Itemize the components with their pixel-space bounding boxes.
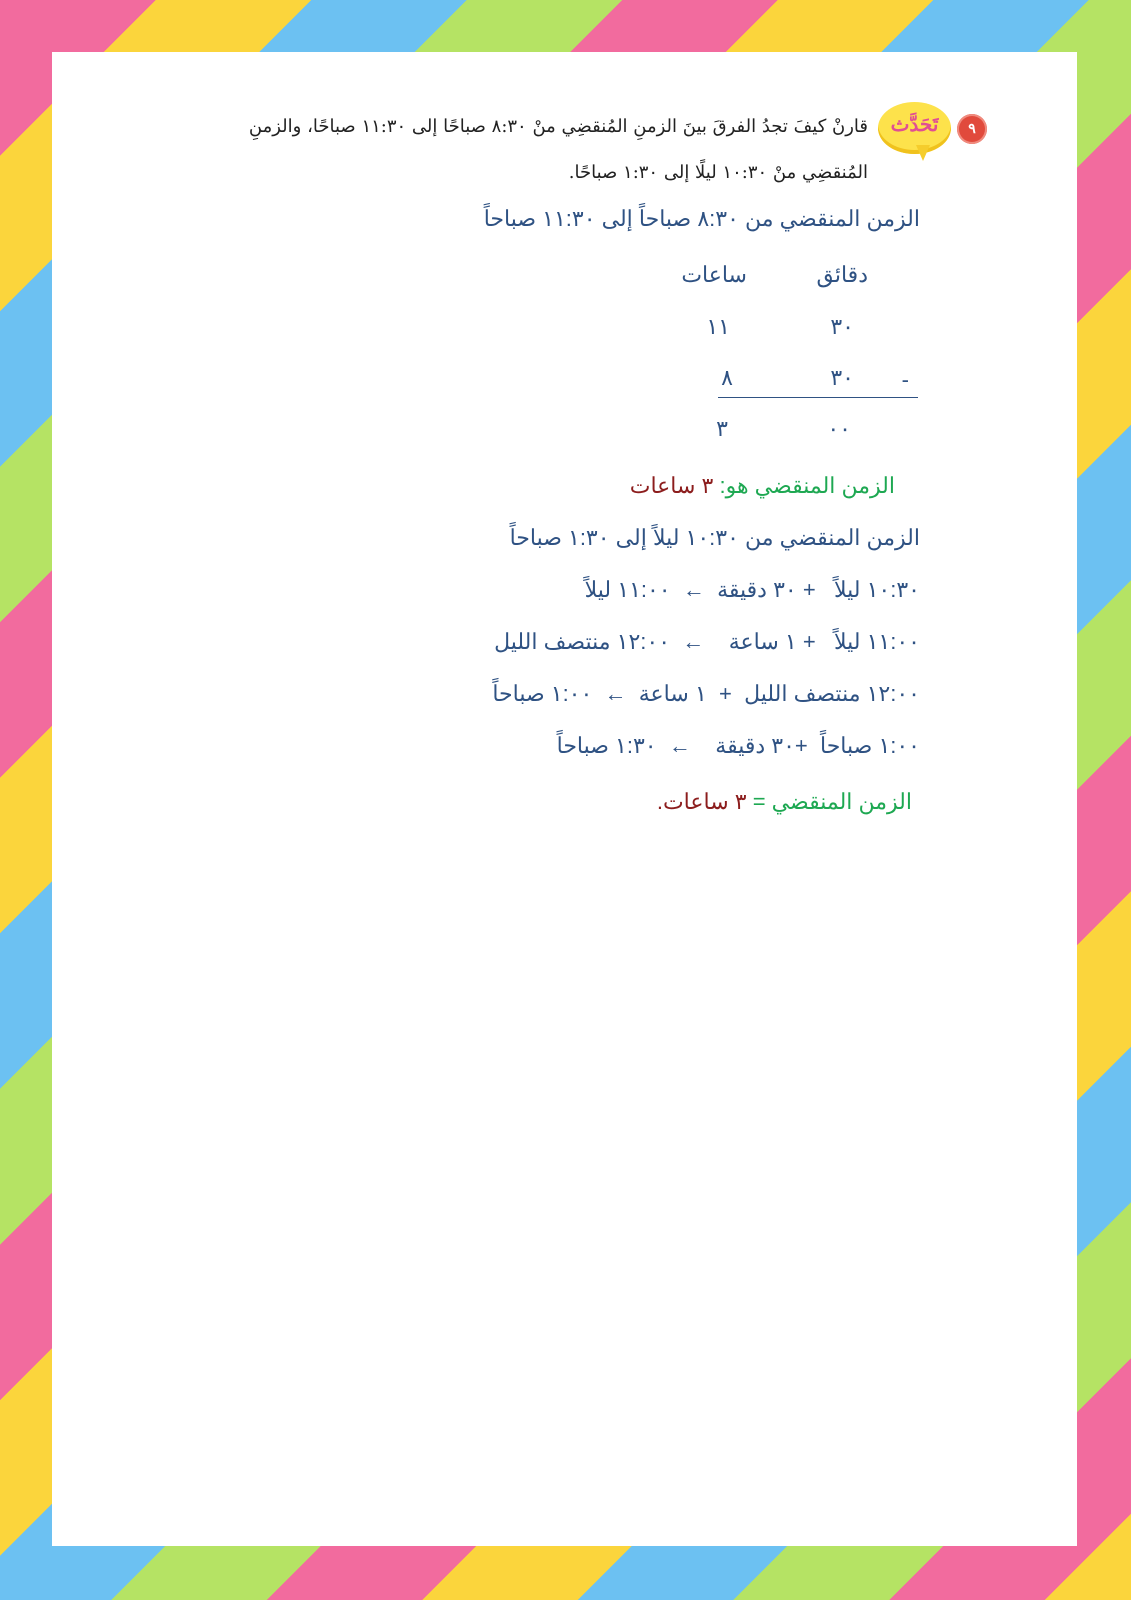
row2-minutes: ٣٠ (830, 365, 854, 390)
part2-result-value: ٣ ساعات. (656, 789, 747, 814)
row1-hours: ١١ (706, 314, 730, 339)
result-hours: ٣ (716, 416, 728, 441)
step-2: ١١:٠٠ ليلاً + ١ ساعة ← ١٢:٠٠ منتصف الليل (494, 629, 920, 654)
row2-hours: ٨ (721, 365, 733, 390)
part1-result-value: ٣ ساعات (629, 473, 714, 498)
subtraction-line (718, 397, 918, 398)
step-3: ١٢:٠٠ منتصف الليل + ١ ساعة ← ١:٠٠ صباحاً (492, 681, 920, 706)
col-hours-header: ساعات (681, 262, 747, 287)
step-1: ١٠:٣٠ ليلاً + ٣٠ دقيقة ← ١١:٠٠ ليلاً (584, 577, 920, 602)
question-text: قارنْ كيفَ تجدُ الفرقَ بينَ الزمنِ المُنقضِي منْ ٨:٣٠ صباحًا إلى ١١:٣٠ صباحًا، والزمنِ المُنقضِي منْ ١٠:٣٠ ليلًا إلى ١:٣٠ صباحًا. (248, 116, 868, 183)
part2-heading: الزمن المنقضي من ١٠:٣٠ ليلاً إلى ١:٣٠ صباحاً (509, 525, 920, 550)
page-frame (52, 52, 1077, 1546)
part1-heading: الزمن المنقضي من ٨:٣٠ صباحاً إلى ١١:٣٠ صباحاً (483, 206, 920, 231)
talk-badge-label: تَحَدَّث (890, 112, 939, 136)
question-number-badge: ٩ (957, 114, 987, 144)
result-minutes: ٠٠ (827, 416, 851, 441)
minus-sign: - (901, 367, 909, 392)
row1-minutes: ٣٠ (830, 314, 854, 339)
col-minutes-header: دقائق (816, 262, 868, 287)
part1-result (630, 473, 895, 499)
step-4: ١:٠٠ صباحاً +٣٠ دقيقة ← ١:٣٠ صباحاً (556, 733, 920, 758)
part2-result (657, 789, 912, 815)
part1-result-label: الزمن المنقضي هو: (719, 473, 895, 498)
part2-result-label: الزمن المنقضي = (752, 789, 912, 814)
talk-bubble-tail (916, 145, 930, 161)
